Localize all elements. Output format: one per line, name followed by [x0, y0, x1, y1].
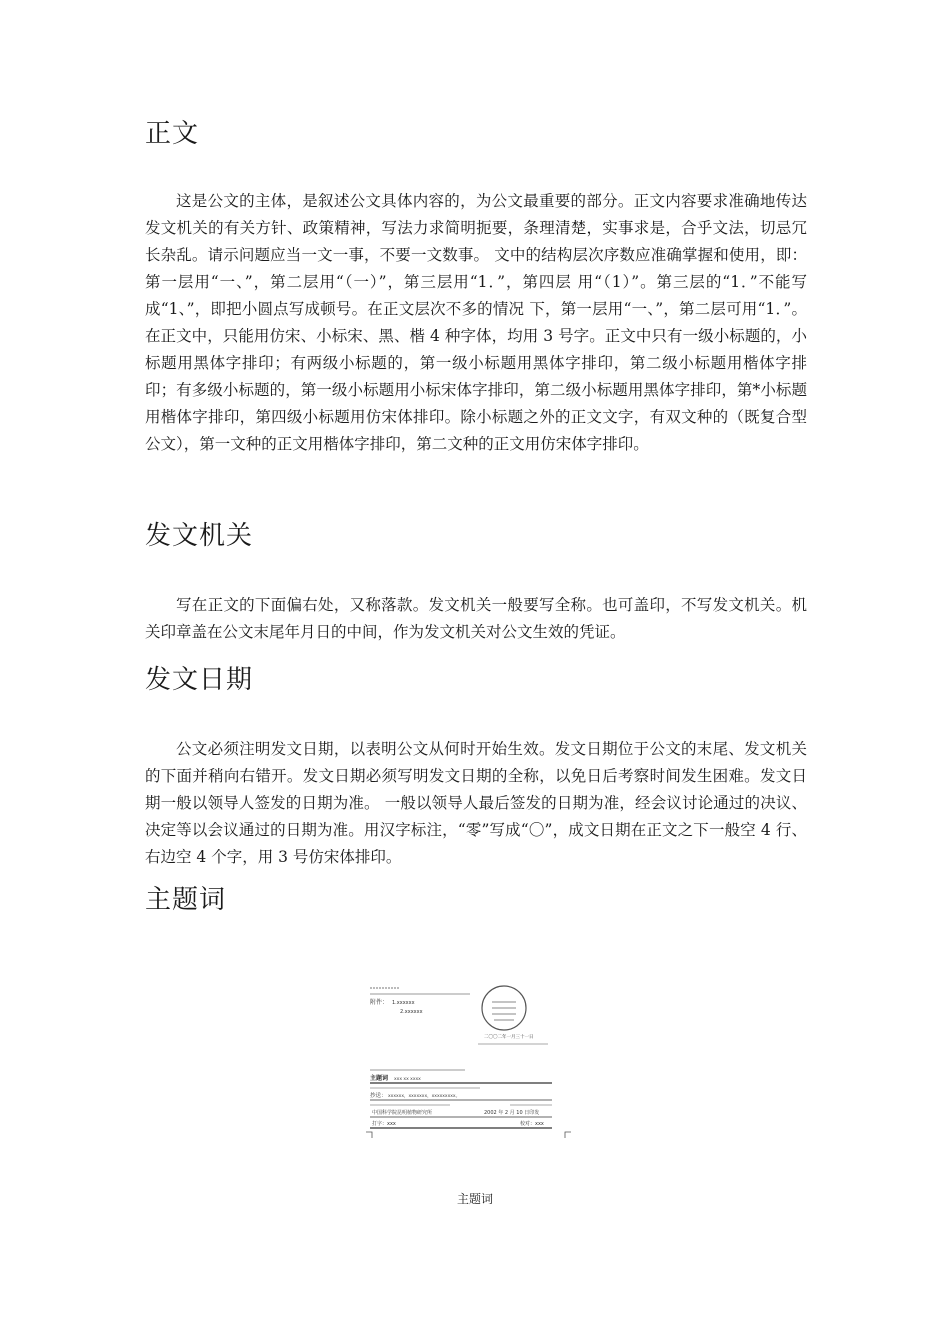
section-body-fawen-jiguan: 写在正文的下面偏右处，又称落款。发文机关一般要写全称。也可盖印，不写发文机关。机关印章盖在公文末尾年月日的中间，作为发文机关对公文生效的凭证。 — [145, 596, 807, 641]
attachment-item-2: 2.xxxxxx — [400, 1009, 423, 1015]
cc-value: xxxxxx，xxxxxxx，xxxxxxxxx。 — [388, 1094, 461, 1099]
proof-label: 校对：xxx — [520, 1121, 544, 1127]
attachment-item-1: 1.xxxxxx — [392, 1000, 415, 1006]
section-title-fawen-jiguan: 发文机关 — [145, 521, 254, 551]
attachment-label: 附件： — [370, 999, 389, 1006]
section-body-fawen-riqi: 公文必须注明发文日期，以表明公文从何时开始生效。发文日期位于公文的末尾、发文机关的下面并稍向右错开。发文日期必须写明发文日期的全称，以免日后考察时间发生困难。发文日期一般以领导人签发的日期为准。 一般以领导人最后签发的日期为准，经会议讨论通过的决议、决定等以会议通过的日期为准。用汉字标注，“零”写成“〇”，成文日期在正文之下一般空 4 行、右边空 4 个字，用 3 号仿宋体排印。 — [145, 740, 807, 866]
section-title-zhengwen: 正文 — [145, 119, 200, 149]
section-title-zhutici: 主题词 — [145, 885, 227, 915]
section-title-fawen-riqi: 发文日期 — [145, 665, 254, 695]
figure-caption: 主题词 — [456, 1192, 493, 1206]
section-body-zhengwen: 这是公文的主体，是叙述公文具体内容的，为公文最重要的部分。正文内容要求准确地传达发文机关的有关方针、政策精神，写法力求简明扼要，条理清楚，实事求是，合乎文法，切忌冗长杂乱。请示问题应当一文一事，不要一文数事。 文中的结构层次序数应准确掌握和使用，即：第一层用“一、”，第二层用“（一）”，第三层用“1．”，第四层 用“（1）”。第三层的“1．”不能写成“1、”，即把小圆点写成顿号。在正文层次不多的情况 下，第一层用“一、”，第二层可用“1．”。 在正文中，只能用仿宋、小标宋、黑、楷 4 种字体，均用 3 号字。正文中只有一级小标题的，小标题用黑体字排印；有两级小标题的，第一级小标题用黑体字排印，第二级小标题用楷体字排印；有多级小标题的，第一级小标题用小标宋体字排印，第二级小标题用黑体字排印，第*小标题用楷体字排印，第四级小标题用仿宋体排印。除小标题之外的正文文字，有双文种的（既复合型公文），第一文种的正文用楷体字排印，第二文种的正文用仿宋体字排印。 — [145, 192, 807, 453]
crop-mark-left-icon — [366, 1132, 372, 1138]
sample-document-figure — [360, 982, 575, 1140]
issue-date-line: 二〇〇二年一月三十一日 — [484, 1035, 534, 1040]
keywords-label: 主题词 — [370, 1075, 389, 1082]
issuer-name: 中国科学院昆明植物研究所 — [372, 1110, 433, 1116]
issue-print-date: 2002 年 2 月 10 日印发 — [484, 1110, 540, 1116]
crop-mark-right-icon — [565, 1132, 571, 1138]
typist-label: 打字：xxx — [372, 1121, 396, 1127]
sample-document-image — [360, 982, 575, 1140]
keywords-value: xxx xx xxxx — [394, 1077, 421, 1082]
cc-label: 抄送： — [370, 1093, 387, 1099]
